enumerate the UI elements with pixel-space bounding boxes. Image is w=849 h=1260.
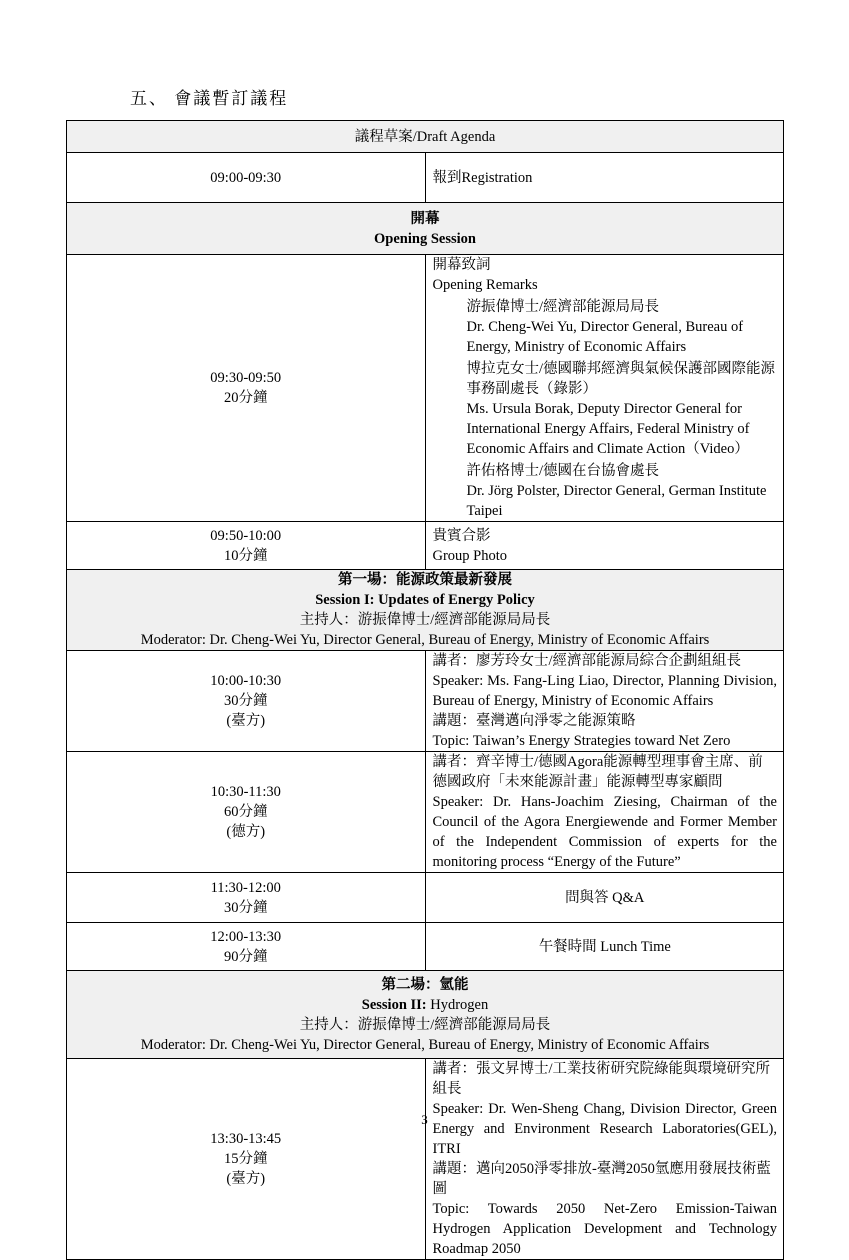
talk-1-speaker-en: Speaker: Ms. Fang-Ling Liao, Director, Planning Division, Bureau of Energy, Ministry of Economic Affairs — [432, 673, 777, 709]
group-photo-zh: 貴賓合影 — [432, 527, 491, 544]
talk-1-speaker-zh: 講者：廖芳玲女士/經濟部能源局綜合企劃組組長 — [432, 653, 742, 669]
time-cell — [67, 522, 426, 570]
speaker-3-en: Dr. Jörg Polster, Director General, German Institute Taipei — [466, 483, 767, 519]
session-2-title-zh: 第二場：氫能 — [381, 976, 469, 993]
group-photo-en: Group Photo — [432, 547, 508, 564]
table-row-qa — [67, 873, 784, 923]
talk-3-speaker-en: Speaker: Dr. Wen-Sheng Chang, Division Director, Green Energy and Environment Research Laboratories(GEL), ITRI — [432, 1101, 777, 1157]
duration: 60分鐘 — [224, 804, 268, 820]
session-1-title-zh: 第一場：能源政策最新發展 — [338, 572, 512, 588]
opening-remarks-content — [425, 255, 784, 522]
talk-1-topic-zh: 講題：臺灣邁向淨零之能源策略 — [432, 713, 636, 729]
time-range: 13:30-13:45 — [210, 1131, 282, 1147]
time-cell — [67, 752, 426, 873]
side-label: (臺方) — [226, 713, 266, 729]
time-range: 12:00-13:30 — [210, 928, 282, 945]
time-cell — [67, 873, 426, 923]
session-2-header — [67, 971, 784, 1059]
time-cell — [67, 1059, 426, 1260]
talk-1-content — [425, 651, 784, 752]
talk-2-speaker-zh: 講者：齊辛博士/德國Agora能源轉型理事會主席、前德國政府「未來能源計畫」能源轉型專家顧問 — [432, 754, 763, 790]
duration: 20分鐘 — [224, 390, 268, 406]
table-row-session-1 — [67, 570, 784, 651]
table-row-talk-1 — [67, 651, 784, 752]
qa-text: 問與答 Q&A — [425, 873, 784, 923]
table-row-talk-2 — [67, 752, 784, 873]
opening-session-zh: 開幕 — [410, 210, 440, 227]
opening-session-header — [67, 203, 784, 255]
session-2-moderator-zh: 主持人：游振偉博士/經濟部能源局局長 — [299, 1016, 551, 1033]
time-cell — [67, 255, 426, 522]
duration: 15分鐘 — [224, 1151, 268, 1167]
talk-3-content — [425, 1059, 784, 1260]
talk-1-topic-en: Topic: Taiwan’s Energy Strategies toward Net Zero — [432, 733, 731, 749]
session-2-title-en-rest: Hydrogen — [426, 996, 489, 1013]
session-1-moderator-zh: 主持人：游振偉博士/經濟部能源局局長 — [299, 612, 551, 628]
side-label: (德方) — [226, 824, 266, 840]
session-2-title-en-bold: Session II: — [361, 996, 427, 1013]
time-range: 09:50-10:00 — [210, 527, 282, 544]
time-cell — [67, 651, 426, 752]
table-row-lunch — [67, 923, 784, 971]
registration-text: 報到Registration — [425, 153, 784, 203]
talk-3-speaker-zh: 講者：張文昇博士/工業技術研究院綠能與環境研究所組長 — [432, 1061, 771, 1097]
page-number: 3 — [421, 1112, 428, 1127]
table-row-talk-3 — [67, 1059, 784, 1260]
duration: 10分鐘 — [224, 547, 268, 564]
time-cell: 09:00-09:30 — [67, 153, 426, 203]
table-row-title — [67, 121, 784, 153]
time-range: 10:00-10:30 — [210, 673, 282, 689]
talk-3-topic-en: Topic: Towards 2050 Net-Zero Emission-Taiwan Hydrogen Application Development and Technology Roadmap 2050 — [432, 1201, 777, 1257]
session-1-header — [67, 570, 784, 651]
session-1-moderator-en: Moderator: Dr. Cheng-Wei Yu, Director General, Bureau of Energy, Ministry of Economic Affairs — [140, 632, 710, 648]
time-range: 09:30-09:50 — [210, 370, 282, 386]
session-2-title-en — [67, 995, 783, 1015]
side-label: (臺方) — [226, 1171, 266, 1187]
group-photo-content — [425, 522, 784, 570]
section-heading: 五、 會議暫訂議程 — [130, 89, 289, 108]
session-2-moderator-en: Moderator: Dr. Cheng-Wei Yu, Director General, Bureau of Energy, Ministry of Economic Affairs — [140, 1036, 710, 1053]
table-row-session-2 — [67, 971, 784, 1059]
time-range: 10:30-11:30 — [210, 784, 281, 800]
speaker-1-en: Dr. Cheng-Wei Yu, Director General, Bureau of Energy, Ministry of Economic Affairs — [466, 319, 744, 355]
agenda-table — [66, 120, 784, 1260]
table-row-opening-remarks — [67, 255, 784, 522]
lunch-text: 午餐時間 Lunch Time — [425, 923, 784, 971]
speaker-3-zh: 許佑格博士/德國在台協會處長 — [466, 463, 660, 479]
session-1-title-en: Session I: Updates of Energy Policy — [315, 592, 535, 608]
talk-3-topic-zh: 講題：邁向2050淨零排放-臺灣2050氫應用發展技術藍圖 — [432, 1161, 771, 1197]
agenda-title: 議程草案/Draft Agenda — [67, 121, 784, 153]
duration: 90分鐘 — [224, 948, 268, 965]
speaker-2-en: Ms. Ursula Borak, Deputy Director General for International Energy Affairs, Federal Ministry of Economic Affairs and Climate Action（Video） — [466, 401, 750, 457]
duration: 30分鐘 — [224, 899, 268, 916]
table-row-group-photo — [67, 522, 784, 570]
talk-2-content — [425, 752, 784, 873]
speaker-1-zh: 游振偉博士/經濟部能源局局長 — [466, 299, 660, 315]
opening-remarks-label-en: Opening Remarks — [432, 277, 538, 293]
time-range: 11:30-12:00 — [210, 879, 281, 896]
time-cell — [67, 923, 426, 971]
opening-session-en: Opening Session — [374, 230, 476, 247]
opening-remarks-label-zh: 開幕致詞 — [432, 257, 491, 273]
duration: 30分鐘 — [224, 693, 268, 709]
table-row-opening-session — [67, 203, 784, 255]
speaker-2-zh: 博拉克女士/德國聯邦經濟與氣候保護部國際能源事務副處長（錄影） — [466, 361, 776, 397]
talk-2-speaker-en: Speaker: Dr. Hans-Joachim Ziesing, Chairman of the Council of the Agora Energiewende and Former Member of the Independent Commission of experts for the monitoring process “Energy of the Future” — [432, 794, 777, 870]
table-row-registration — [67, 153, 784, 203]
